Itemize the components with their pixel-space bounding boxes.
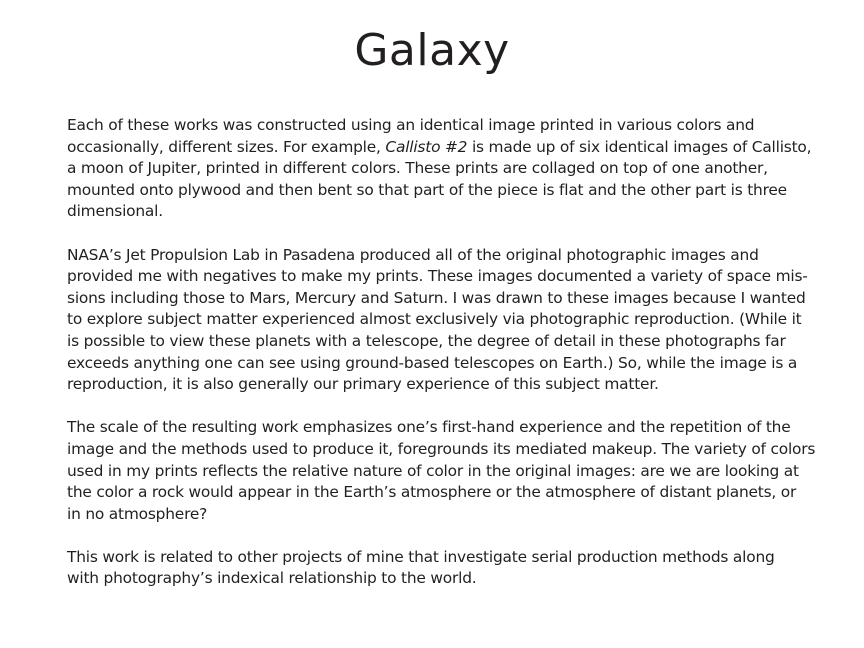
text-line-with-italic-title <box>67 137 812 159</box>
text-line: used in my prints reflects the relative nature of color in the original images: are we are looking at <box>67 461 799 480</box>
text-line: in no atmosphere? <box>67 504 208 523</box>
body-text <box>67 115 816 612</box>
text-line: the color a rock would appear in the Earth’s atmosphere or the atmosphere of distant planets, or <box>67 483 797 502</box>
text-segment: occasionally, different sizes. For example, <box>67 137 386 156</box>
text-line: Each of these works was constructed using an identical image printed in various colors and <box>67 116 755 134</box>
paragraph-1 <box>67 115 812 223</box>
text-line: The scale of the resulting work emphasizes one’s first-hand experience and the repetition of the <box>67 418 791 437</box>
paragraph-2 <box>67 245 808 396</box>
text-line: provided me with negatives to make my prints. These images documented a variety of space mis- <box>67 267 808 286</box>
paragraph-4 <box>67 547 797 590</box>
text-line: reproduction, it is also generally our primary experience of this subject matter. <box>67 375 659 394</box>
paragraph-3 <box>67 417 816 525</box>
text-line: sions including those to Mars, Mercury and Saturn. I was drawn to these images because I wanted <box>67 288 806 307</box>
text-line: a moon of Jupiter, printed in different colors. These prints are collaged on top of one another, <box>67 159 768 178</box>
text-line: is possible to view these planets with a telescope, the degree of detail in these photographs far <box>67 331 786 350</box>
page-title: Galaxy <box>354 25 510 76</box>
text-line: with photography’s indexical relationship to the world. <box>67 569 477 588</box>
text-segment: is made up of six identical images of Callisto, <box>467 137 812 156</box>
text-line: dimensional. <box>67 202 163 221</box>
text-line: mounted onto plywood and then bent so that part of the piece is flat and the other part is three <box>67 180 787 199</box>
text-line: image and the methods used to produce it, foregrounds its mediated makeup. The variety of colors <box>67 439 816 458</box>
work-title-italic: Callisto #2 <box>385 137 468 156</box>
text-line: to explore subject matter experienced almost exclusively via photographic reproduction. (While it <box>67 310 802 329</box>
text-line: exceeds anything one can see using ground-based telescopes on Earth.) So, while the image is a <box>67 353 798 372</box>
text-line: NASA’s Jet Propulsion Lab in Pasadena produced all of the original photographic images and <box>67 245 759 264</box>
text-line: This work is related to other projects of mine that investigate serial production methods along <box>67 547 775 566</box>
